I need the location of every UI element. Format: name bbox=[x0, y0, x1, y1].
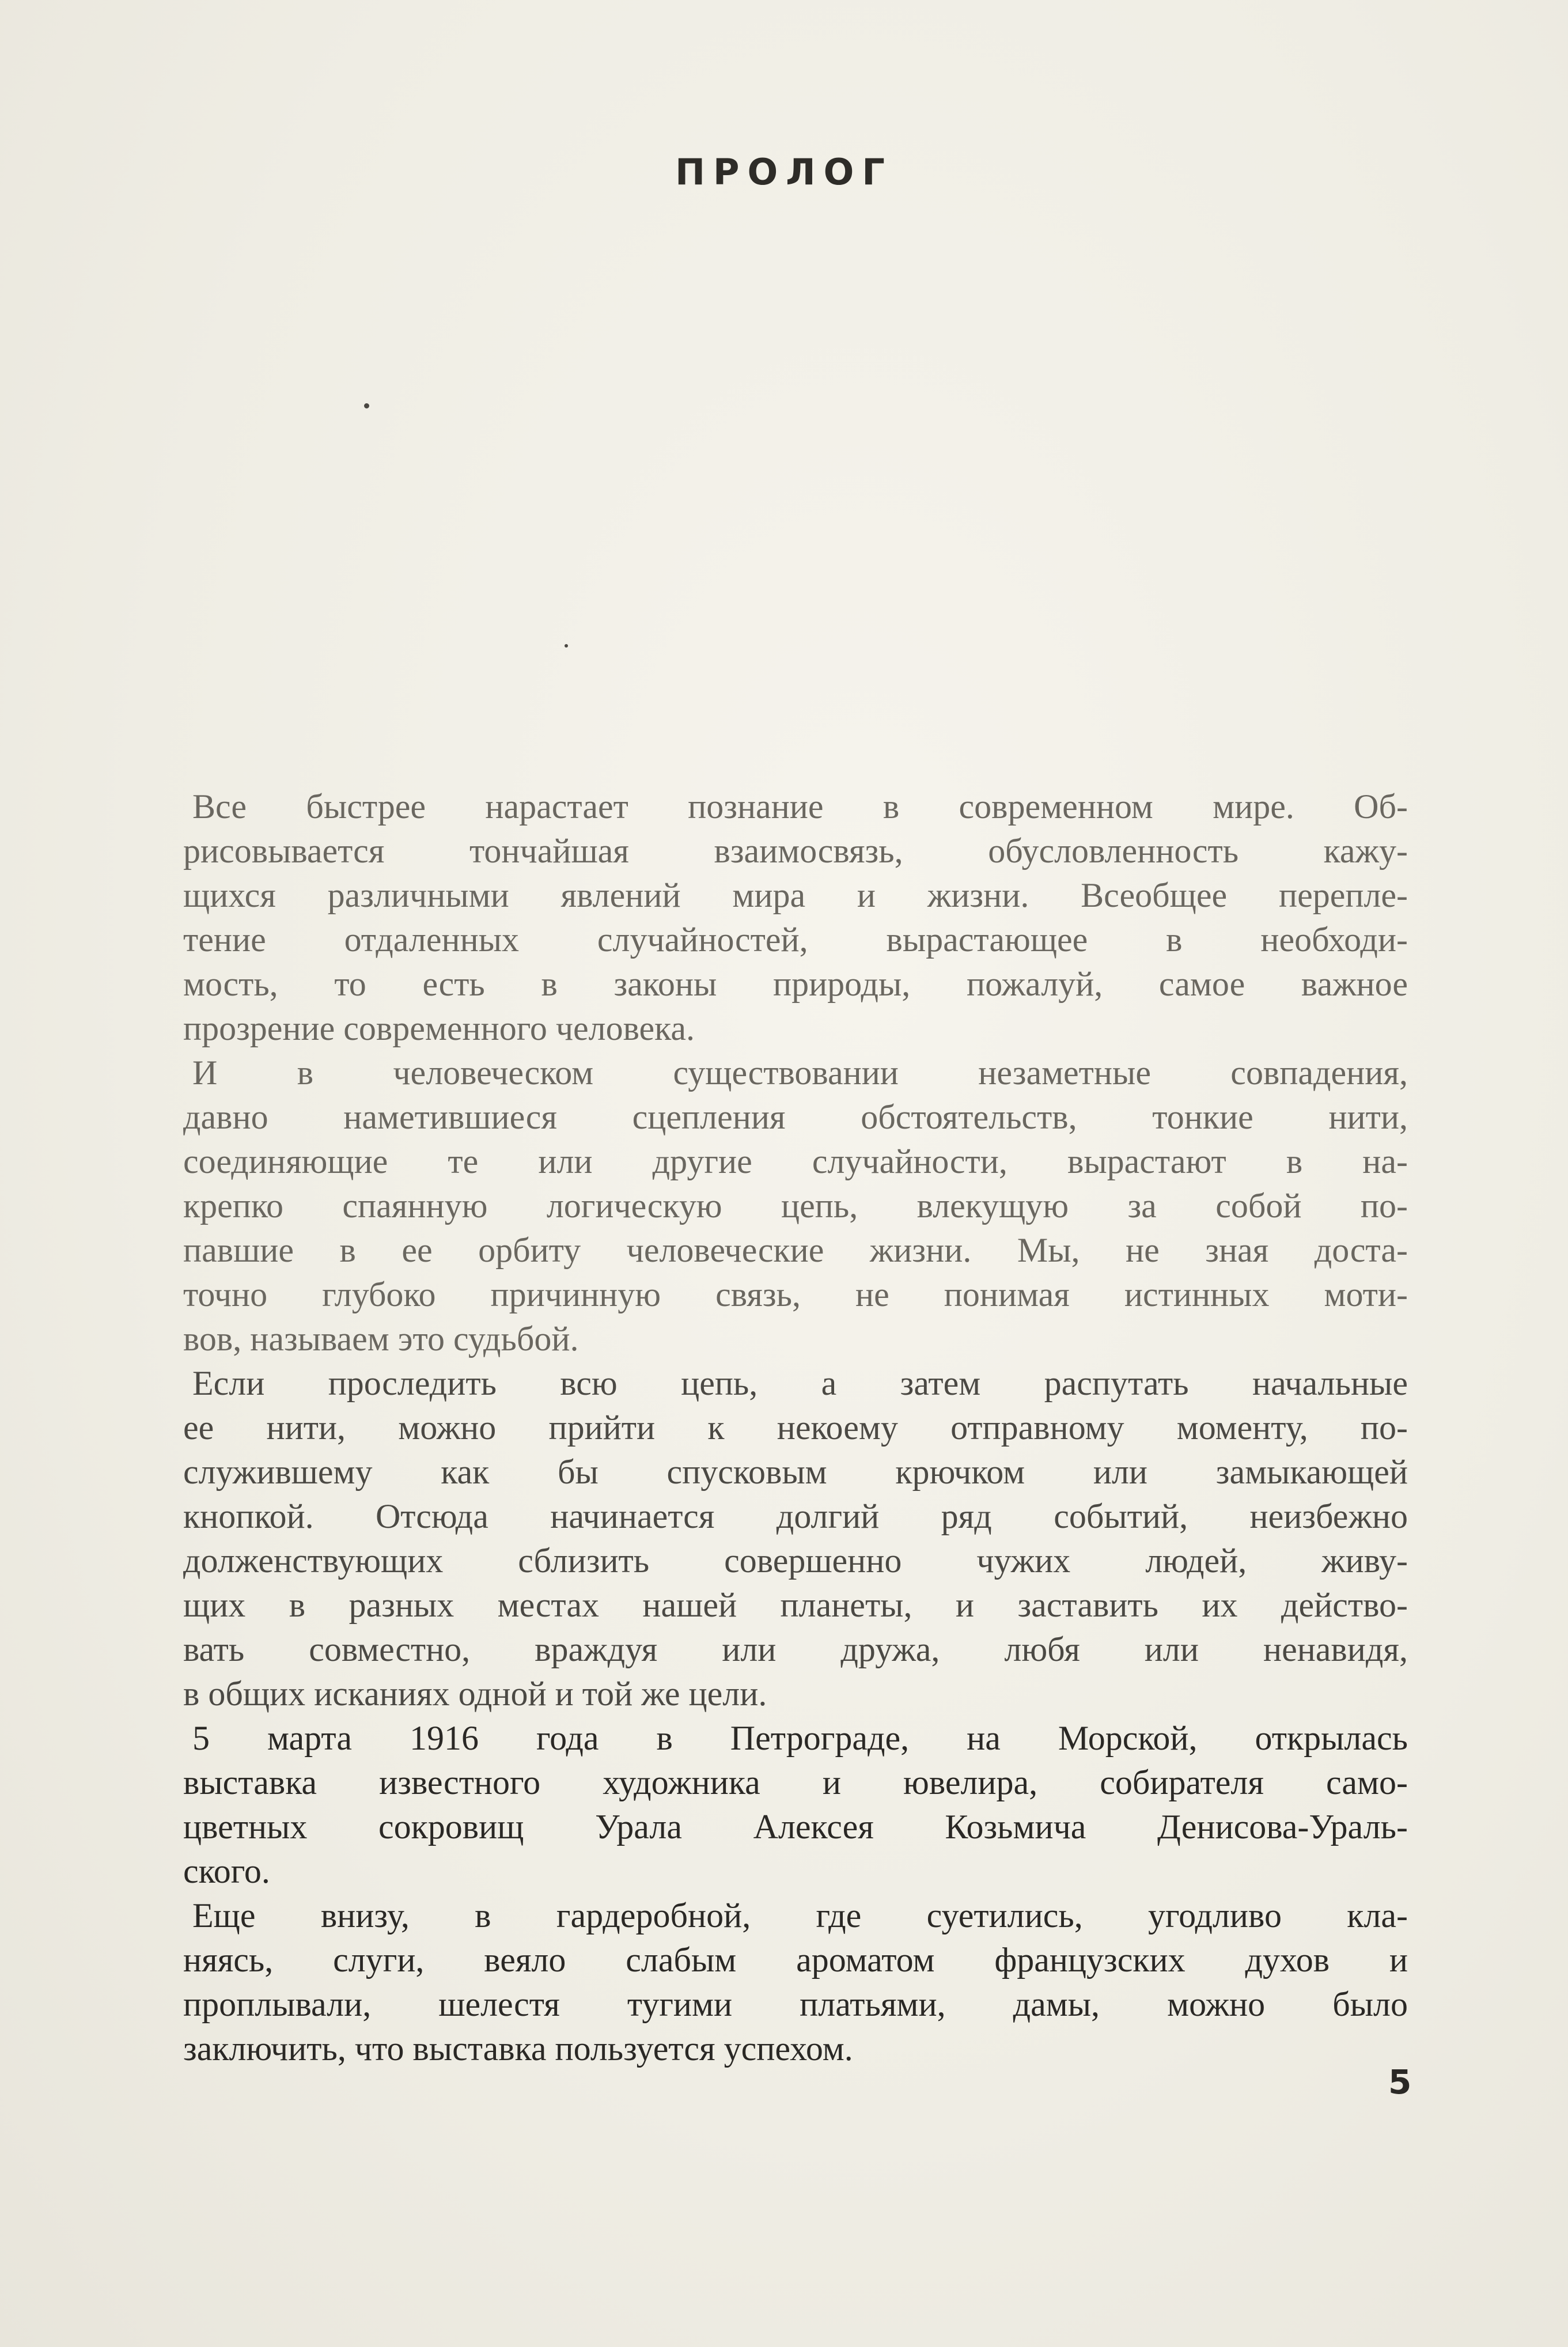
text-line: кнопкой. Отсюда начинается долгий ряд событий, неизбежно bbox=[183, 1497, 1408, 1535]
text-line: няясь, слуги, веяло слабым ароматом французских духов и bbox=[183, 1941, 1408, 1979]
text-line: цветных сокровищ Урала Алексея Козьмича Денисова-Ураль- bbox=[183, 1808, 1408, 1846]
text-line: выставка известного художника и ювелира, собирателя само- bbox=[183, 1763, 1408, 1801]
text-line: рисовывается тончайшая взаимосвязь, обусловленность кажу- bbox=[183, 832, 1408, 870]
text-line: Если проследить всю цепь, а затем распутать начальные bbox=[192, 1364, 1408, 1402]
paragraph-5 bbox=[183, 1894, 1408, 2071]
body-text bbox=[183, 785, 1408, 2071]
text-line: И в человеческом существовании незаметные совпадения, bbox=[192, 1054, 1408, 1092]
text-line: Все быстрее нарастает познание в современном мире. Об- bbox=[192, 788, 1408, 826]
text-line: щихся различными явлений мира и жизни. Всеобщее перепле- bbox=[183, 876, 1408, 914]
paragraph-3 bbox=[183, 1361, 1408, 1716]
paragraph-1 bbox=[183, 785, 1408, 1051]
text-line: вов, называем это судьбой. bbox=[183, 1320, 579, 1358]
text-line: точно глубоко причинную связь, не понимая истинных моти- bbox=[183, 1275, 1408, 1313]
text-line: прозрение современного человека. bbox=[183, 1009, 695, 1047]
text-line: соединяющие те или другие случайности, вырастают в на- bbox=[183, 1142, 1408, 1180]
paper-speck bbox=[364, 403, 369, 408]
text-line: ского. bbox=[183, 1852, 270, 1890]
chapter-title: ПРОЛОГ bbox=[675, 151, 893, 193]
text-line: заключить, что выставка пользуется успехом. bbox=[183, 2030, 853, 2068]
text-line: мость, то есть в законы природы, пожалуй, самое важное bbox=[183, 965, 1408, 1003]
paper-speck bbox=[565, 644, 568, 648]
page-number: 5 bbox=[1388, 2062, 1412, 2102]
text-line: 5 марта 1916 года в Петрограде, на Морской, открылась bbox=[192, 1719, 1408, 1757]
text-line: вать совместно, враждуя или дружа, любя или ненавидя, bbox=[183, 1630, 1408, 1668]
paragraph-4 bbox=[183, 1716, 1408, 1894]
text-line: давно наметившиеся сцепления обстоятельств, тонкие нити, bbox=[183, 1098, 1408, 1136]
paragraph-2 bbox=[183, 1051, 1408, 1361]
text-line: долженствующих сблизить совершенно чужих людей, живу- bbox=[183, 1542, 1408, 1580]
text-line: крепко спаянную логическую цепь, влекущую за собой по- bbox=[183, 1187, 1408, 1225]
text-line: павшие в ее орбиту человеческие жизни. Мы, не зная доста- bbox=[183, 1231, 1408, 1269]
text-line: Еще внизу, в гардеробной, где суетились, угодливо кла- bbox=[192, 1896, 1408, 1935]
text-line: служившему как бы спусковым крючком или замыкающей bbox=[183, 1453, 1408, 1491]
text-line: в общих исканиях одной и той же цели. bbox=[183, 1675, 767, 1713]
text-line: щих в разных местах нашей планеты, и заставить их действо- bbox=[183, 1586, 1408, 1624]
text-line: тение отдаленных случайностей, вырастающее в необходи- bbox=[183, 921, 1408, 959]
text-line: ее нити, можно прийти к некоему отправному моменту, по- bbox=[183, 1409, 1408, 1447]
text-line: проплывали, шелестя тугими платьями, дамы, можно было bbox=[183, 1985, 1408, 2023]
